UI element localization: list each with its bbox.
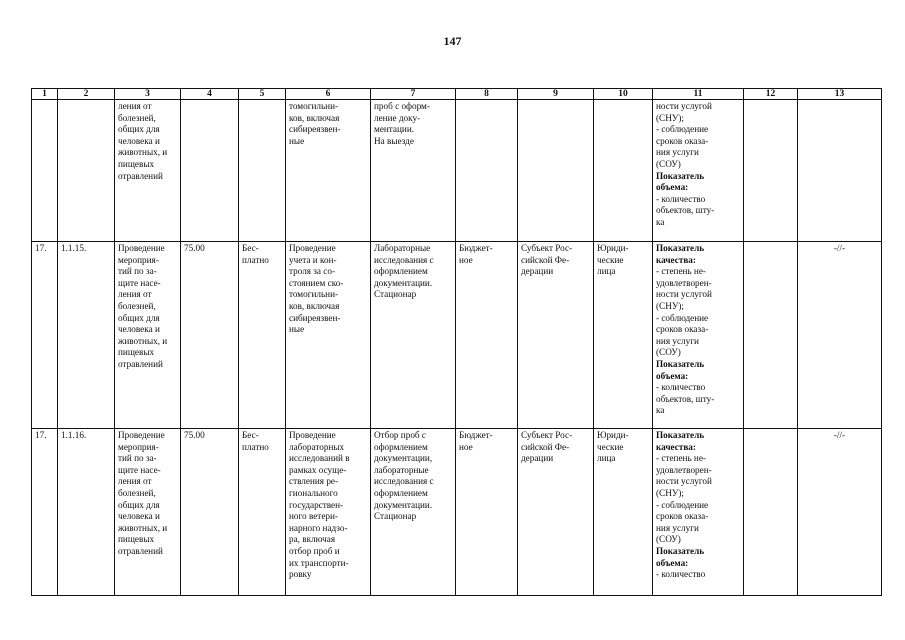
column-header: 13 — [798, 89, 882, 100]
cell-consumers — [594, 242, 653, 429]
cell-line: лица — [597, 453, 616, 464]
cell-line: ния услуги — [656, 522, 699, 533]
cell-line: мероприя- — [118, 254, 159, 265]
cell-reserve — [744, 429, 798, 596]
column-header: 7 — [371, 89, 456, 100]
cell-service-content — [286, 100, 371, 242]
cell-line: документации. — [374, 277, 433, 288]
cell-line: Отбор проб с — [374, 430, 426, 440]
column-header: 10 — [594, 89, 653, 100]
cell-row-number: 17. — [32, 429, 58, 596]
cell-line: качества: — [656, 441, 696, 452]
cell-line: человека и — [118, 511, 160, 522]
cell-line: (СНУ); — [656, 300, 684, 311]
cell-line: пищевых — [118, 158, 155, 169]
cell-line: ческие — [597, 441, 624, 452]
cell-line: Субъект Рос- — [521, 430, 573, 440]
cell-line: - соблюдение — [656, 312, 709, 323]
cell-notes — [798, 100, 882, 242]
cell-service-code: 1.1.15. — [58, 242, 115, 429]
cell-line: животных, и — [118, 522, 168, 533]
cell-line: ное — [459, 254, 473, 265]
cell-line: Бюджет- — [459, 243, 493, 253]
cell-line: ка — [656, 405, 665, 416]
column-header: 2 — [58, 89, 115, 100]
cell-row-number — [32, 100, 58, 242]
cell-line: (СНУ); — [656, 487, 684, 498]
cell-line: сроков оказа- — [656, 135, 709, 146]
cell-line: ков, включая — [289, 300, 340, 311]
cell-line: щите насе- — [118, 464, 161, 475]
cell-line: объектов, шту- — [656, 205, 715, 216]
cell-line: Бес- — [242, 430, 259, 440]
cell-line: животных, и — [118, 147, 168, 158]
column-header: 6 — [286, 89, 371, 100]
cell-line: учета и кон- — [289, 254, 337, 265]
cell-line: Показатель — [656, 170, 705, 181]
cell-line: рамках осуще- — [289, 464, 347, 475]
cell-line: Проведение — [289, 243, 336, 253]
cell-line: общих для — [118, 312, 160, 323]
cell-line: документации. — [374, 499, 433, 510]
cell-line: Лабораторные — [374, 243, 431, 253]
cell-line: ствления ре- — [289, 476, 339, 487]
cell-founder — [518, 100, 594, 242]
cell-line: исследований в — [289, 453, 350, 464]
cell-registry-code: 75.00 — [181, 429, 239, 596]
cell-line: Юриди- — [597, 243, 629, 253]
cell-line: стоянием ско- — [289, 277, 344, 288]
cell-line: удовлетворен- — [656, 277, 712, 288]
cell-line: платно — [242, 254, 269, 265]
cell-service-name — [115, 242, 181, 429]
cell-line: - количество — [656, 382, 706, 393]
cell-line: ление доку- — [374, 112, 421, 123]
cell-line: томогильни- — [289, 101, 339, 111]
cell-line: троля за со- — [289, 266, 336, 277]
cell-line: ления от — [118, 101, 152, 111]
cell-line: объема: — [656, 182, 689, 193]
cell-line: платно — [242, 441, 269, 452]
cell-service-content — [286, 242, 371, 429]
cell-line: ков, включая — [289, 112, 340, 123]
cell-line: (СОУ) — [656, 158, 681, 169]
cell-line: государствен- — [289, 499, 344, 510]
column-header: 3 — [115, 89, 181, 100]
cell-line: - количество — [656, 193, 706, 204]
cell-line: Субъект Рос- — [521, 243, 573, 253]
cell-line: сийской Фе- — [521, 254, 570, 265]
cell-line: щите насе- — [118, 277, 161, 288]
cell-payment-type — [239, 429, 286, 596]
cell-line: - степень не- — [656, 453, 706, 464]
cell-line: пищевых — [118, 347, 155, 358]
cell-line: нарного надзо- — [289, 522, 348, 533]
cell-institution-type — [456, 429, 518, 596]
cell-line: (СОУ) — [656, 534, 681, 545]
cell-service-code: 1.1.16. — [58, 429, 115, 596]
cell-line: Проведение — [118, 430, 165, 440]
cell-line: животных, и — [118, 335, 168, 346]
cell-line: общих для — [118, 499, 160, 510]
table-row — [32, 429, 882, 596]
services-table — [31, 88, 882, 596]
cell-line: томогильни- — [289, 289, 339, 300]
cell-line: Проведение — [118, 243, 165, 253]
cell-service-conditions — [371, 429, 456, 596]
cell-founder — [518, 242, 594, 429]
cell-line: тий по за- — [118, 453, 157, 464]
cell-line: ровку — [289, 569, 312, 580]
cell-line: проб с оформ- — [374, 101, 430, 111]
column-header: 11 — [653, 89, 744, 100]
cell-registry-code — [181, 100, 239, 242]
cell-line: сибиреязвен- — [289, 312, 341, 323]
cell-line: сроков оказа- — [656, 511, 709, 522]
cell-line: болезней, — [118, 487, 156, 498]
cell-line: лабораторные — [374, 464, 429, 475]
cell-line: отравлений — [118, 358, 163, 369]
cell-line: ния услуги — [656, 147, 699, 158]
cell-consumers — [594, 100, 653, 242]
cell-line: сийской Фе- — [521, 441, 570, 452]
cell-line: Проведение — [289, 430, 336, 440]
cell-notes: -//- — [798, 242, 882, 429]
column-header: 12 — [744, 89, 798, 100]
cell-line: оформлением — [374, 266, 428, 277]
cell-line: лабораторных — [289, 441, 345, 452]
cell-institution-type — [456, 242, 518, 429]
cell-line: человека и — [118, 135, 160, 146]
cell-line: ментации. — [374, 124, 415, 135]
cell-line: ное — [459, 441, 473, 452]
cell-line: дерации — [521, 266, 554, 277]
cell-line: Показатель — [656, 545, 705, 556]
column-header: 4 — [181, 89, 239, 100]
cell-indicators — [653, 100, 744, 242]
cell-line: ления от — [118, 476, 152, 487]
cell-line: общих для — [118, 124, 160, 135]
cell-line: объектов, шту- — [656, 393, 715, 404]
column-header: 8 — [456, 89, 518, 100]
table-row — [32, 242, 882, 429]
cell-service-name — [115, 429, 181, 596]
cell-payment-type — [239, 100, 286, 242]
cell-line: документации, — [374, 453, 433, 464]
cell-line: объема: — [656, 557, 689, 568]
cell-line: ка — [656, 216, 665, 227]
cell-line: ния услуги — [656, 335, 699, 346]
cell-line: отравлений — [118, 170, 163, 181]
cell-founder — [518, 429, 594, 596]
column-header: 9 — [518, 89, 594, 100]
cell-line: Бюджет- — [459, 430, 493, 440]
column-header: 1 — [32, 89, 58, 100]
cell-line: Стационар — [374, 289, 417, 300]
cell-service-conditions — [371, 100, 456, 242]
page-number: 147 — [443, 34, 462, 48]
cell-line: Показатель — [656, 243, 705, 253]
cell-line: ности услугой — [656, 476, 712, 487]
cell-line: (СОУ) — [656, 347, 681, 358]
cell-payment-type — [239, 242, 286, 429]
cell-line: исследования с — [374, 476, 434, 487]
cell-consumers — [594, 429, 653, 596]
cell-indicators — [653, 242, 744, 429]
cell-reserve — [744, 242, 798, 429]
cell-row-number: 17. — [32, 242, 58, 429]
cell-line: качества: — [656, 254, 696, 265]
cell-line: - соблюдение — [656, 124, 709, 135]
cell-line: человека и — [118, 324, 160, 335]
cell-notes: -//- — [798, 429, 882, 596]
cell-line: ческие — [597, 254, 624, 265]
cell-service-name — [115, 100, 181, 242]
cell-line: - степень не- — [656, 266, 706, 277]
cell-line: - соблюдение — [656, 499, 709, 510]
cell-service-code — [58, 100, 115, 242]
cell-line: сибиреязвен- — [289, 124, 341, 135]
table-row — [32, 100, 882, 242]
cell-line: дерации — [521, 453, 554, 464]
cell-line: ного ветери- — [289, 511, 338, 522]
cell-line: - количество — [656, 569, 706, 580]
cell-line: На выезде — [374, 135, 414, 146]
cell-line: мероприя- — [118, 441, 159, 452]
cell-line: болезней, — [118, 300, 156, 311]
cell-line: Стационар — [374, 511, 417, 522]
cell-line: отбор проб и — [289, 545, 340, 556]
cell-line: оформлением — [374, 487, 428, 498]
cell-line: (СНУ); — [656, 112, 684, 123]
cell-line: гионального — [289, 487, 338, 498]
cell-line: лица — [597, 266, 616, 277]
cell-line: Показатель — [656, 358, 705, 369]
cell-line: удовлетворен- — [656, 464, 712, 475]
cell-line: сроков оказа- — [656, 324, 709, 335]
cell-line: исследования с — [374, 254, 434, 265]
cell-line: ности услугой — [656, 101, 712, 111]
cell-line: тий по за- — [118, 266, 157, 277]
cell-line: болезней, — [118, 112, 156, 123]
cell-line: ра, включая — [289, 534, 336, 545]
cell-line: Юриди- — [597, 430, 629, 440]
cell-service-content — [286, 429, 371, 596]
column-header: 5 — [239, 89, 286, 100]
cell-line: отравлений — [118, 545, 163, 556]
cell-line: оформлением — [374, 441, 428, 452]
cell-line: Бес- — [242, 243, 259, 253]
header-row — [32, 89, 882, 100]
cell-line: их транспорти- — [289, 557, 349, 568]
cell-line: ления от — [118, 289, 152, 300]
cell-reserve — [744, 100, 798, 242]
cell-line: Показатель — [656, 430, 705, 440]
cell-institution-type — [456, 100, 518, 242]
cell-registry-code: 75.00 — [181, 242, 239, 429]
cell-line: ные — [289, 324, 305, 335]
cell-service-conditions — [371, 242, 456, 429]
cell-line: объема: — [656, 370, 689, 381]
cell-line: ные — [289, 135, 305, 146]
cell-indicators — [653, 429, 744, 596]
cell-line: ности услугой — [656, 289, 712, 300]
cell-line: пищевых — [118, 534, 155, 545]
